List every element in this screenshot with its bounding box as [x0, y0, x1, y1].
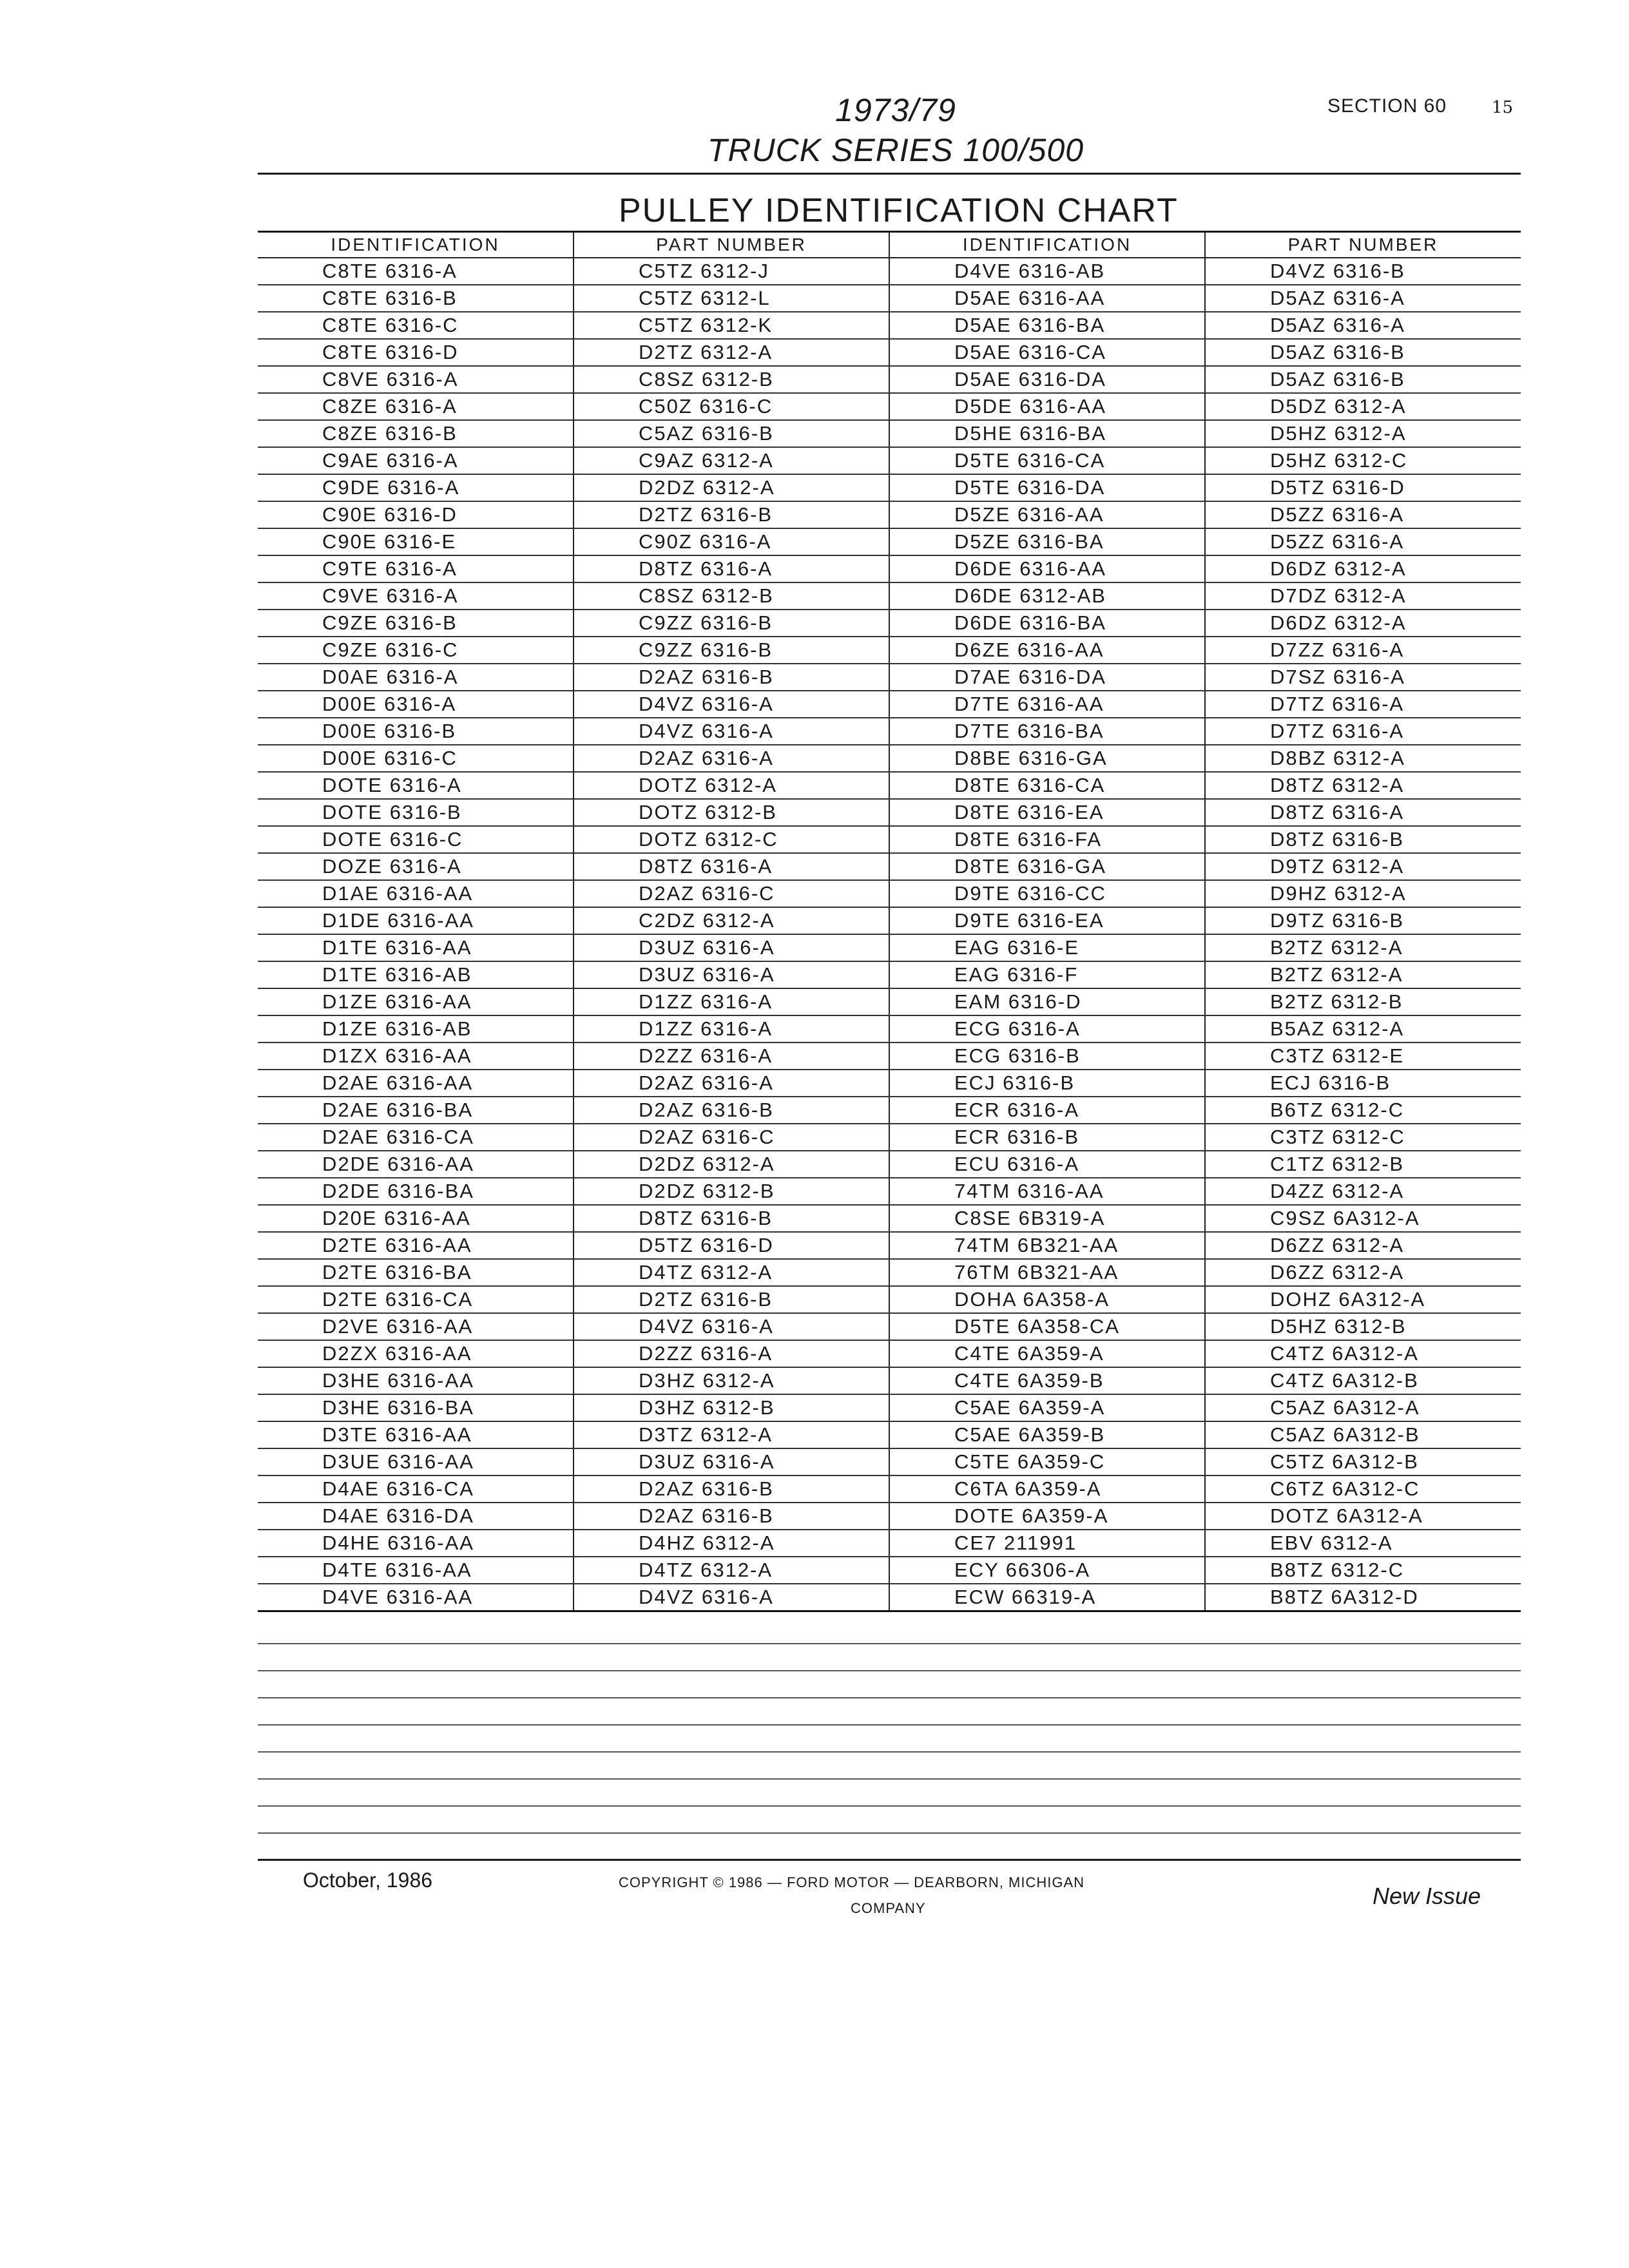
part-number-cell: D5HZ 6312-B: [1205, 1313, 1521, 1340]
copyright-line: COPYRIGHT © 1986 — FORD MOTOR — DEARBORN, MICHIGAN: [619, 1874, 1085, 1890]
part-number-cell: DOTZ 6A312-A: [1205, 1503, 1521, 1530]
section-label: SECTION 60: [1327, 95, 1447, 117]
identification-cell: D5AE 6316-AA: [889, 285, 1205, 312]
part-number-cell: D5ZZ 6316-A: [1205, 501, 1521, 528]
part-number-cell: D7TZ 6316-A: [1205, 691, 1521, 718]
identification-cell: D00E 6316-B: [258, 718, 574, 745]
identification-cell: D5HE 6316-BA: [889, 420, 1205, 447]
part-number-cell: D3HZ 6312-A: [574, 1367, 889, 1394]
identification-cell: D5ZE 6316-AA: [889, 501, 1205, 528]
part-number-cell: D9HZ 6312-A: [1205, 880, 1521, 907]
identification-cell: DOZE 6316-A: [258, 853, 574, 880]
table-row: [258, 691, 1521, 718]
part-number-cell: D9TZ 6312-A: [1205, 853, 1521, 880]
part-number-cell: B2TZ 6312-A: [1205, 961, 1521, 988]
table-row: [258, 772, 1521, 799]
blank-ruled-lines: [258, 1617, 1521, 1861]
identification-cell: D2TE 6316-BA: [258, 1259, 574, 1286]
identification-cell: D1DE 6316-AA: [258, 907, 574, 934]
identification-cell: C8ZE 6316-B: [258, 420, 574, 447]
table-row: [258, 1530, 1521, 1557]
table-row: [258, 420, 1521, 447]
part-number-cell: DOTZ 6312-C: [574, 826, 889, 853]
table-row: [258, 826, 1521, 853]
identification-cell: C8TE 6316-A: [258, 258, 574, 285]
identification-cell: D2DE 6316-AA: [258, 1151, 574, 1178]
table-row: [258, 1340, 1521, 1367]
identification-cell: D2DE 6316-BA: [258, 1178, 574, 1205]
identification-cell: D5DE 6316-AA: [889, 393, 1205, 420]
blank-line: [258, 1725, 1521, 1753]
part-number-cell: D2DZ 6312-A: [574, 1151, 889, 1178]
part-number-cell: C4TZ 6A312-B: [1205, 1367, 1521, 1394]
part-number-cell: C3TZ 6312-E: [1205, 1043, 1521, 1070]
footer-rule: [258, 1859, 1521, 1861]
table-row: [258, 339, 1521, 366]
identification-cell: DOHA 6A358-A: [889, 1286, 1205, 1313]
identification-cell: C9ZE 6316-B: [258, 610, 574, 637]
identification-cell: D1ZE 6316-AA: [258, 988, 574, 1015]
identification-cell: ECJ 6316-B: [889, 1070, 1205, 1097]
identification-cell: D3UE 6316-AA: [258, 1448, 574, 1475]
column-header: IDENTIFICATION: [889, 232, 1205, 258]
identification-cell: D7AE 6316-DA: [889, 664, 1205, 691]
part-number-cell: D3HZ 6312-B: [574, 1394, 889, 1421]
part-number-cell: DOHZ 6A312-A: [1205, 1286, 1521, 1313]
table-row: [258, 934, 1521, 961]
table-row: [258, 880, 1521, 907]
footer-date: October, 1986: [303, 1869, 433, 1892]
page-number: 15: [1492, 98, 1514, 117]
part-number-cell: D2AZ 6316-B: [574, 664, 889, 691]
part-number-cell: D5AZ 6316-B: [1205, 366, 1521, 393]
identification-cell: ECR 6316-A: [889, 1097, 1205, 1124]
part-number-cell: C90Z 6316-A: [574, 528, 889, 555]
identification-cell: D8BE 6316-GA: [889, 745, 1205, 772]
part-number-cell: D2AZ 6316-B: [574, 1097, 889, 1124]
identification-cell: D3HE 6316-BA: [258, 1394, 574, 1421]
part-number-cell: C5TZ 6A312-B: [1205, 1448, 1521, 1475]
part-number-cell: D4VZ 6316-A: [574, 1313, 889, 1340]
identification-cell: D8TE 6316-FA: [889, 826, 1205, 853]
table-row: [258, 907, 1521, 934]
table-row: [258, 1286, 1521, 1313]
table-row: [258, 393, 1521, 420]
identification-cell: D2ZX 6316-AA: [258, 1340, 574, 1367]
identification-cell: D9TE 6316-CC: [889, 880, 1205, 907]
identification-cell: D2TE 6316-CA: [258, 1286, 574, 1313]
identification-cell: C4TE 6A359-A: [889, 1340, 1205, 1367]
part-number-cell: D5HZ 6312-A: [1205, 420, 1521, 447]
table-row: [258, 664, 1521, 691]
part-number-cell: D5HZ 6312-C: [1205, 447, 1521, 474]
table-row: [258, 1070, 1521, 1097]
table-row: [258, 1232, 1521, 1259]
part-number-cell: D2AZ 6316-C: [574, 1124, 889, 1151]
part-number-cell: D4TZ 6312-A: [574, 1557, 889, 1584]
part-number-cell: DOTZ 6312-B: [574, 799, 889, 826]
part-number-cell: D3UZ 6316-A: [574, 1448, 889, 1475]
identification-cell: C8VE 6316-A: [258, 366, 574, 393]
identification-cell: C5AE 6A359-A: [889, 1394, 1205, 1421]
part-number-cell: ECJ 6316-B: [1205, 1070, 1521, 1097]
part-number-cell: C5AZ 6A312-B: [1205, 1421, 1521, 1448]
part-number-cell: C9ZZ 6316-B: [574, 637, 889, 664]
header-rule: [258, 173, 1521, 175]
identification-cell: C9DE 6316-A: [258, 474, 574, 501]
identification-cell: ECR 6316-B: [889, 1124, 1205, 1151]
part-number-cell: D6DZ 6312-A: [1205, 555, 1521, 582]
identification-cell: D2AE 6316-CA: [258, 1124, 574, 1151]
table-row: [258, 582, 1521, 610]
part-number-cell: D4VZ 6316-A: [574, 691, 889, 718]
part-number-cell: D8BZ 6312-A: [1205, 745, 1521, 772]
identification-cell: D20E 6316-AA: [258, 1205, 574, 1232]
identification-cell: D4VE 6316-AB: [889, 258, 1205, 285]
document-title: [644, 90, 1147, 170]
part-number-cell: D7DZ 6312-A: [1205, 582, 1521, 610]
identification-cell: DOTE 6A359-A: [889, 1503, 1205, 1530]
column-header: PART NUMBER: [1205, 232, 1521, 258]
part-number-cell: D2TZ 6312-A: [574, 339, 889, 366]
identification-cell: D6DE 6312-AB: [889, 582, 1205, 610]
table-row: [258, 474, 1521, 501]
part-number-cell: B8TZ 6A312-D: [1205, 1584, 1521, 1611]
table-row: [258, 1205, 1521, 1232]
part-number-cell: D3TZ 6312-A: [574, 1421, 889, 1448]
identification-cell: ECG 6316-B: [889, 1043, 1205, 1070]
identification-cell: C5AE 6A359-B: [889, 1421, 1205, 1448]
identification-cell: C4TE 6A359-B: [889, 1367, 1205, 1394]
part-number-cell: D2AZ 6316-B: [574, 1475, 889, 1503]
identification-cell: D4AE 6316-CA: [258, 1475, 574, 1503]
identification-cell: C9AE 6316-A: [258, 447, 574, 474]
part-number-cell: D2TZ 6316-B: [574, 1286, 889, 1313]
part-number-cell: C5TZ 6312-J: [574, 258, 889, 285]
part-number-cell: B5AZ 6312-A: [1205, 1015, 1521, 1043]
part-number-cell: D8TZ 6316-B: [574, 1205, 889, 1232]
table-row: [258, 1475, 1521, 1503]
table-row: [258, 312, 1521, 339]
identification-cell: D1TE 6316-AB: [258, 961, 574, 988]
part-number-cell: D4TZ 6312-A: [574, 1259, 889, 1286]
part-number-cell: B8TZ 6312-C: [1205, 1557, 1521, 1584]
identification-cell: DOTE 6316-A: [258, 772, 574, 799]
table-row: [258, 1367, 1521, 1394]
table-row: [258, 1097, 1521, 1124]
table-row: [258, 853, 1521, 880]
table-row: [258, 1421, 1521, 1448]
table-row: [258, 366, 1521, 393]
part-number-cell: D3UZ 6316-A: [574, 961, 889, 988]
copyright-company: COMPANY: [851, 1900, 926, 1916]
part-number-cell: D7ZZ 6316-A: [1205, 637, 1521, 664]
part-number-cell: D5AZ 6316-A: [1205, 285, 1521, 312]
identification-cell: D6DE 6316-BA: [889, 610, 1205, 637]
identification-cell: D8TE 6316-CA: [889, 772, 1205, 799]
identification-cell: D3HE 6316-AA: [258, 1367, 574, 1394]
identification-cell: D5TE 6316-DA: [889, 474, 1205, 501]
table-row: [258, 1015, 1521, 1043]
table-row: [258, 501, 1521, 528]
identification-cell: EAG 6316-F: [889, 961, 1205, 988]
identification-cell: D2AE 6316-BA: [258, 1097, 574, 1124]
part-number-cell: B6TZ 6312-C: [1205, 1097, 1521, 1124]
identification-cell: D4VE 6316-AA: [258, 1584, 574, 1611]
part-number-cell: D8TZ 6316-B: [1205, 826, 1521, 853]
table-row: [258, 1584, 1521, 1611]
table-row: [258, 1557, 1521, 1584]
identification-cell: D6DE 6316-AA: [889, 555, 1205, 582]
table-row: [258, 1448, 1521, 1475]
table-row: [258, 447, 1521, 474]
identification-cell: D5TE 6316-CA: [889, 447, 1205, 474]
identification-cell: C6TA 6A359-A: [889, 1475, 1205, 1503]
part-number-cell: D2ZZ 6316-A: [574, 1340, 889, 1367]
identification-cell: D0AE 6316-A: [258, 664, 574, 691]
identification-cell: D9TE 6316-EA: [889, 907, 1205, 934]
identification-cell: C8ZE 6316-A: [258, 393, 574, 420]
identification-cell: EAM 6316-D: [889, 988, 1205, 1015]
identification-cell: D1AE 6316-AA: [258, 880, 574, 907]
table-row: [258, 718, 1521, 745]
table-header-row: [258, 232, 1521, 258]
identification-cell: ECW 66319-A: [889, 1584, 1205, 1611]
identification-cell: C8SE 6B319-A: [889, 1205, 1205, 1232]
part-number-cell: D1ZZ 6316-A: [574, 988, 889, 1015]
part-number-cell: D5DZ 6312-A: [1205, 393, 1521, 420]
column-header: IDENTIFICATION: [258, 232, 574, 258]
table-row: [258, 258, 1521, 285]
part-number-cell: D4ZZ 6312-A: [1205, 1178, 1521, 1205]
table-row: [258, 1259, 1521, 1286]
part-number-cell: C2DZ 6312-A: [574, 907, 889, 934]
pulley-identification-table: [258, 231, 1521, 1612]
part-number-cell: B2TZ 6312-A: [1205, 934, 1521, 961]
identification-cell: D5ZE 6316-BA: [889, 528, 1205, 555]
table-row: [258, 528, 1521, 555]
part-number-cell: D5TZ 6316-D: [574, 1232, 889, 1259]
table-row: [258, 745, 1521, 772]
blank-line: [258, 1780, 1521, 1807]
identification-cell: C8TE 6316-C: [258, 312, 574, 339]
part-number-cell: D3UZ 6316-A: [574, 934, 889, 961]
blank-line: [258, 1671, 1521, 1698]
part-number-cell: D6ZZ 6312-A: [1205, 1259, 1521, 1286]
table-row: [258, 1394, 1521, 1421]
part-number-cell: C4TZ 6A312-A: [1205, 1340, 1521, 1367]
identification-cell: C5TE 6A359-C: [889, 1448, 1205, 1475]
part-number-cell: D7SZ 6316-A: [1205, 664, 1521, 691]
part-number-cell: C1TZ 6312-B: [1205, 1151, 1521, 1178]
part-number-cell: D4HZ 6312-A: [574, 1530, 889, 1557]
table-row: [258, 637, 1521, 664]
part-number-cell: D7TZ 6316-A: [1205, 718, 1521, 745]
part-number-cell: D8TZ 6316-A: [574, 853, 889, 880]
footer-copyright: [619, 1870, 1199, 1921]
identification-cell: D8TE 6316-GA: [889, 853, 1205, 880]
model-years: 1973/79: [835, 92, 956, 128]
part-number-cell: D2DZ 6312-B: [574, 1178, 889, 1205]
identification-cell: D4TE 6316-AA: [258, 1557, 574, 1584]
part-number-cell: D2AZ 6316-C: [574, 880, 889, 907]
part-number-cell: D2AZ 6316-A: [574, 1070, 889, 1097]
table-row: [258, 1151, 1521, 1178]
part-number-cell: D8TZ 6312-A: [1205, 772, 1521, 799]
part-number-cell: D2AZ 6316-A: [574, 745, 889, 772]
part-number-cell: D4VZ 6316-A: [574, 1584, 889, 1611]
identification-cell: 74TM 6316-AA: [889, 1178, 1205, 1205]
identification-cell: EAG 6316-E: [889, 934, 1205, 961]
table-row: [258, 961, 1521, 988]
identification-cell: C90E 6316-E: [258, 528, 574, 555]
identification-cell: DOTE 6316-C: [258, 826, 574, 853]
identification-cell: 74TM 6B321-AA: [889, 1232, 1205, 1259]
part-number-cell: D4VZ 6316-B: [1205, 258, 1521, 285]
part-number-cell: D5AZ 6316-A: [1205, 312, 1521, 339]
blank-line: [258, 1834, 1521, 1861]
identification-cell: C9TE 6316-A: [258, 555, 574, 582]
part-number-cell: D1ZZ 6316-A: [574, 1015, 889, 1043]
table-row: [258, 610, 1521, 637]
identification-cell: D2VE 6316-AA: [258, 1313, 574, 1340]
blank-line: [258, 1617, 1521, 1644]
table-row: [258, 555, 1521, 582]
part-number-cell: D6ZZ 6312-A: [1205, 1232, 1521, 1259]
identification-cell: ECY 66306-A: [889, 1557, 1205, 1584]
part-number-cell: C9ZZ 6316-B: [574, 610, 889, 637]
part-number-cell: D2AZ 6316-B: [574, 1503, 889, 1530]
part-number-cell: D5TZ 6316-D: [1205, 474, 1521, 501]
identification-cell: DOTE 6316-B: [258, 799, 574, 826]
part-number-cell: D5ZZ 6316-A: [1205, 528, 1521, 555]
blank-line: [258, 1644, 1521, 1671]
part-number-cell: C8SZ 6312-B: [574, 366, 889, 393]
part-number-cell: D6DZ 6312-A: [1205, 610, 1521, 637]
part-number-cell: C9AZ 6312-A: [574, 447, 889, 474]
part-number-cell: DOTZ 6312-A: [574, 772, 889, 799]
table-row: [258, 1313, 1521, 1340]
table-row: [258, 1503, 1521, 1530]
part-number-cell: D8TZ 6316-A: [1205, 799, 1521, 826]
identification-cell: D2TE 6316-AA: [258, 1232, 574, 1259]
identification-cell: D00E 6316-C: [258, 745, 574, 772]
identification-cell: C8TE 6316-B: [258, 285, 574, 312]
chart-title: PULLEY IDENTIFICATION CHART: [619, 192, 1179, 229]
identification-cell: C90E 6316-D: [258, 501, 574, 528]
identification-cell: D3TE 6316-AA: [258, 1421, 574, 1448]
identification-cell: D4HE 6316-AA: [258, 1530, 574, 1557]
blank-line: [258, 1698, 1521, 1725]
identification-cell: D6ZE 6316-AA: [889, 637, 1205, 664]
footer-issue-status: New Issue: [1373, 1883, 1481, 1909]
table-row: [258, 988, 1521, 1015]
identification-cell: D4AE 6316-DA: [258, 1503, 574, 1530]
part-number-cell: D2TZ 6316-B: [574, 501, 889, 528]
table-row: [258, 285, 1521, 312]
identification-cell: D1ZX 6316-AA: [258, 1043, 574, 1070]
part-number-cell: D4VZ 6316-A: [574, 718, 889, 745]
part-number-cell: D8TZ 6316-A: [574, 555, 889, 582]
identification-cell: D00E 6316-A: [258, 691, 574, 718]
part-number-cell: C9SZ 6A312-A: [1205, 1205, 1521, 1232]
part-number-cell: C8SZ 6312-B: [574, 582, 889, 610]
part-number-cell: EBV 6312-A: [1205, 1530, 1521, 1557]
part-number-cell: C5AZ 6A312-A: [1205, 1394, 1521, 1421]
identification-cell: ECU 6316-A: [889, 1151, 1205, 1178]
part-number-cell: B2TZ 6312-B: [1205, 988, 1521, 1015]
part-number-cell: C50Z 6316-C: [574, 393, 889, 420]
identification-cell: D7TE 6316-AA: [889, 691, 1205, 718]
blank-line: [258, 1807, 1521, 1834]
identification-cell: C8TE 6316-D: [258, 339, 574, 366]
blank-line: [258, 1753, 1521, 1780]
identification-cell: D7TE 6316-BA: [889, 718, 1205, 745]
table-body: [258, 258, 1521, 1611]
table-row: [258, 799, 1521, 826]
part-number-cell: C5AZ 6316-B: [574, 420, 889, 447]
identification-cell: D8TE 6316-EA: [889, 799, 1205, 826]
part-number-cell: D9TZ 6316-B: [1205, 907, 1521, 934]
identification-cell: C9ZE 6316-C: [258, 637, 574, 664]
identification-cell: D5AE 6316-CA: [889, 339, 1205, 366]
identification-cell: D1ZE 6316-AB: [258, 1015, 574, 1043]
table-row: [258, 1124, 1521, 1151]
table-row: [258, 1178, 1521, 1205]
part-number-cell: D2ZZ 6316-A: [574, 1043, 889, 1070]
identification-cell: D5AE 6316-DA: [889, 366, 1205, 393]
identification-cell: 76TM 6B321-AA: [889, 1259, 1205, 1286]
identification-cell: D1TE 6316-AA: [258, 934, 574, 961]
truck-series: TRUCK SERIES 100/500: [707, 132, 1084, 168]
part-number-cell: C3TZ 6312-C: [1205, 1124, 1521, 1151]
identification-cell: CE7 211991: [889, 1530, 1205, 1557]
part-number-cell: C5TZ 6312-K: [574, 312, 889, 339]
identification-cell: D5AE 6316-BA: [889, 312, 1205, 339]
column-header: PART NUMBER: [574, 232, 889, 258]
table-row: [258, 1043, 1521, 1070]
identification-cell: D5TE 6A358-CA: [889, 1313, 1205, 1340]
identification-cell: C9VE 6316-A: [258, 582, 574, 610]
part-number-cell: D2DZ 6312-A: [574, 474, 889, 501]
part-number-cell: D5AZ 6316-B: [1205, 339, 1521, 366]
part-number-cell: C5TZ 6312-L: [574, 285, 889, 312]
identification-cell: D2AE 6316-AA: [258, 1070, 574, 1097]
identification-cell: ECG 6316-A: [889, 1015, 1205, 1043]
part-number-cell: C6TZ 6A312-C: [1205, 1475, 1521, 1503]
